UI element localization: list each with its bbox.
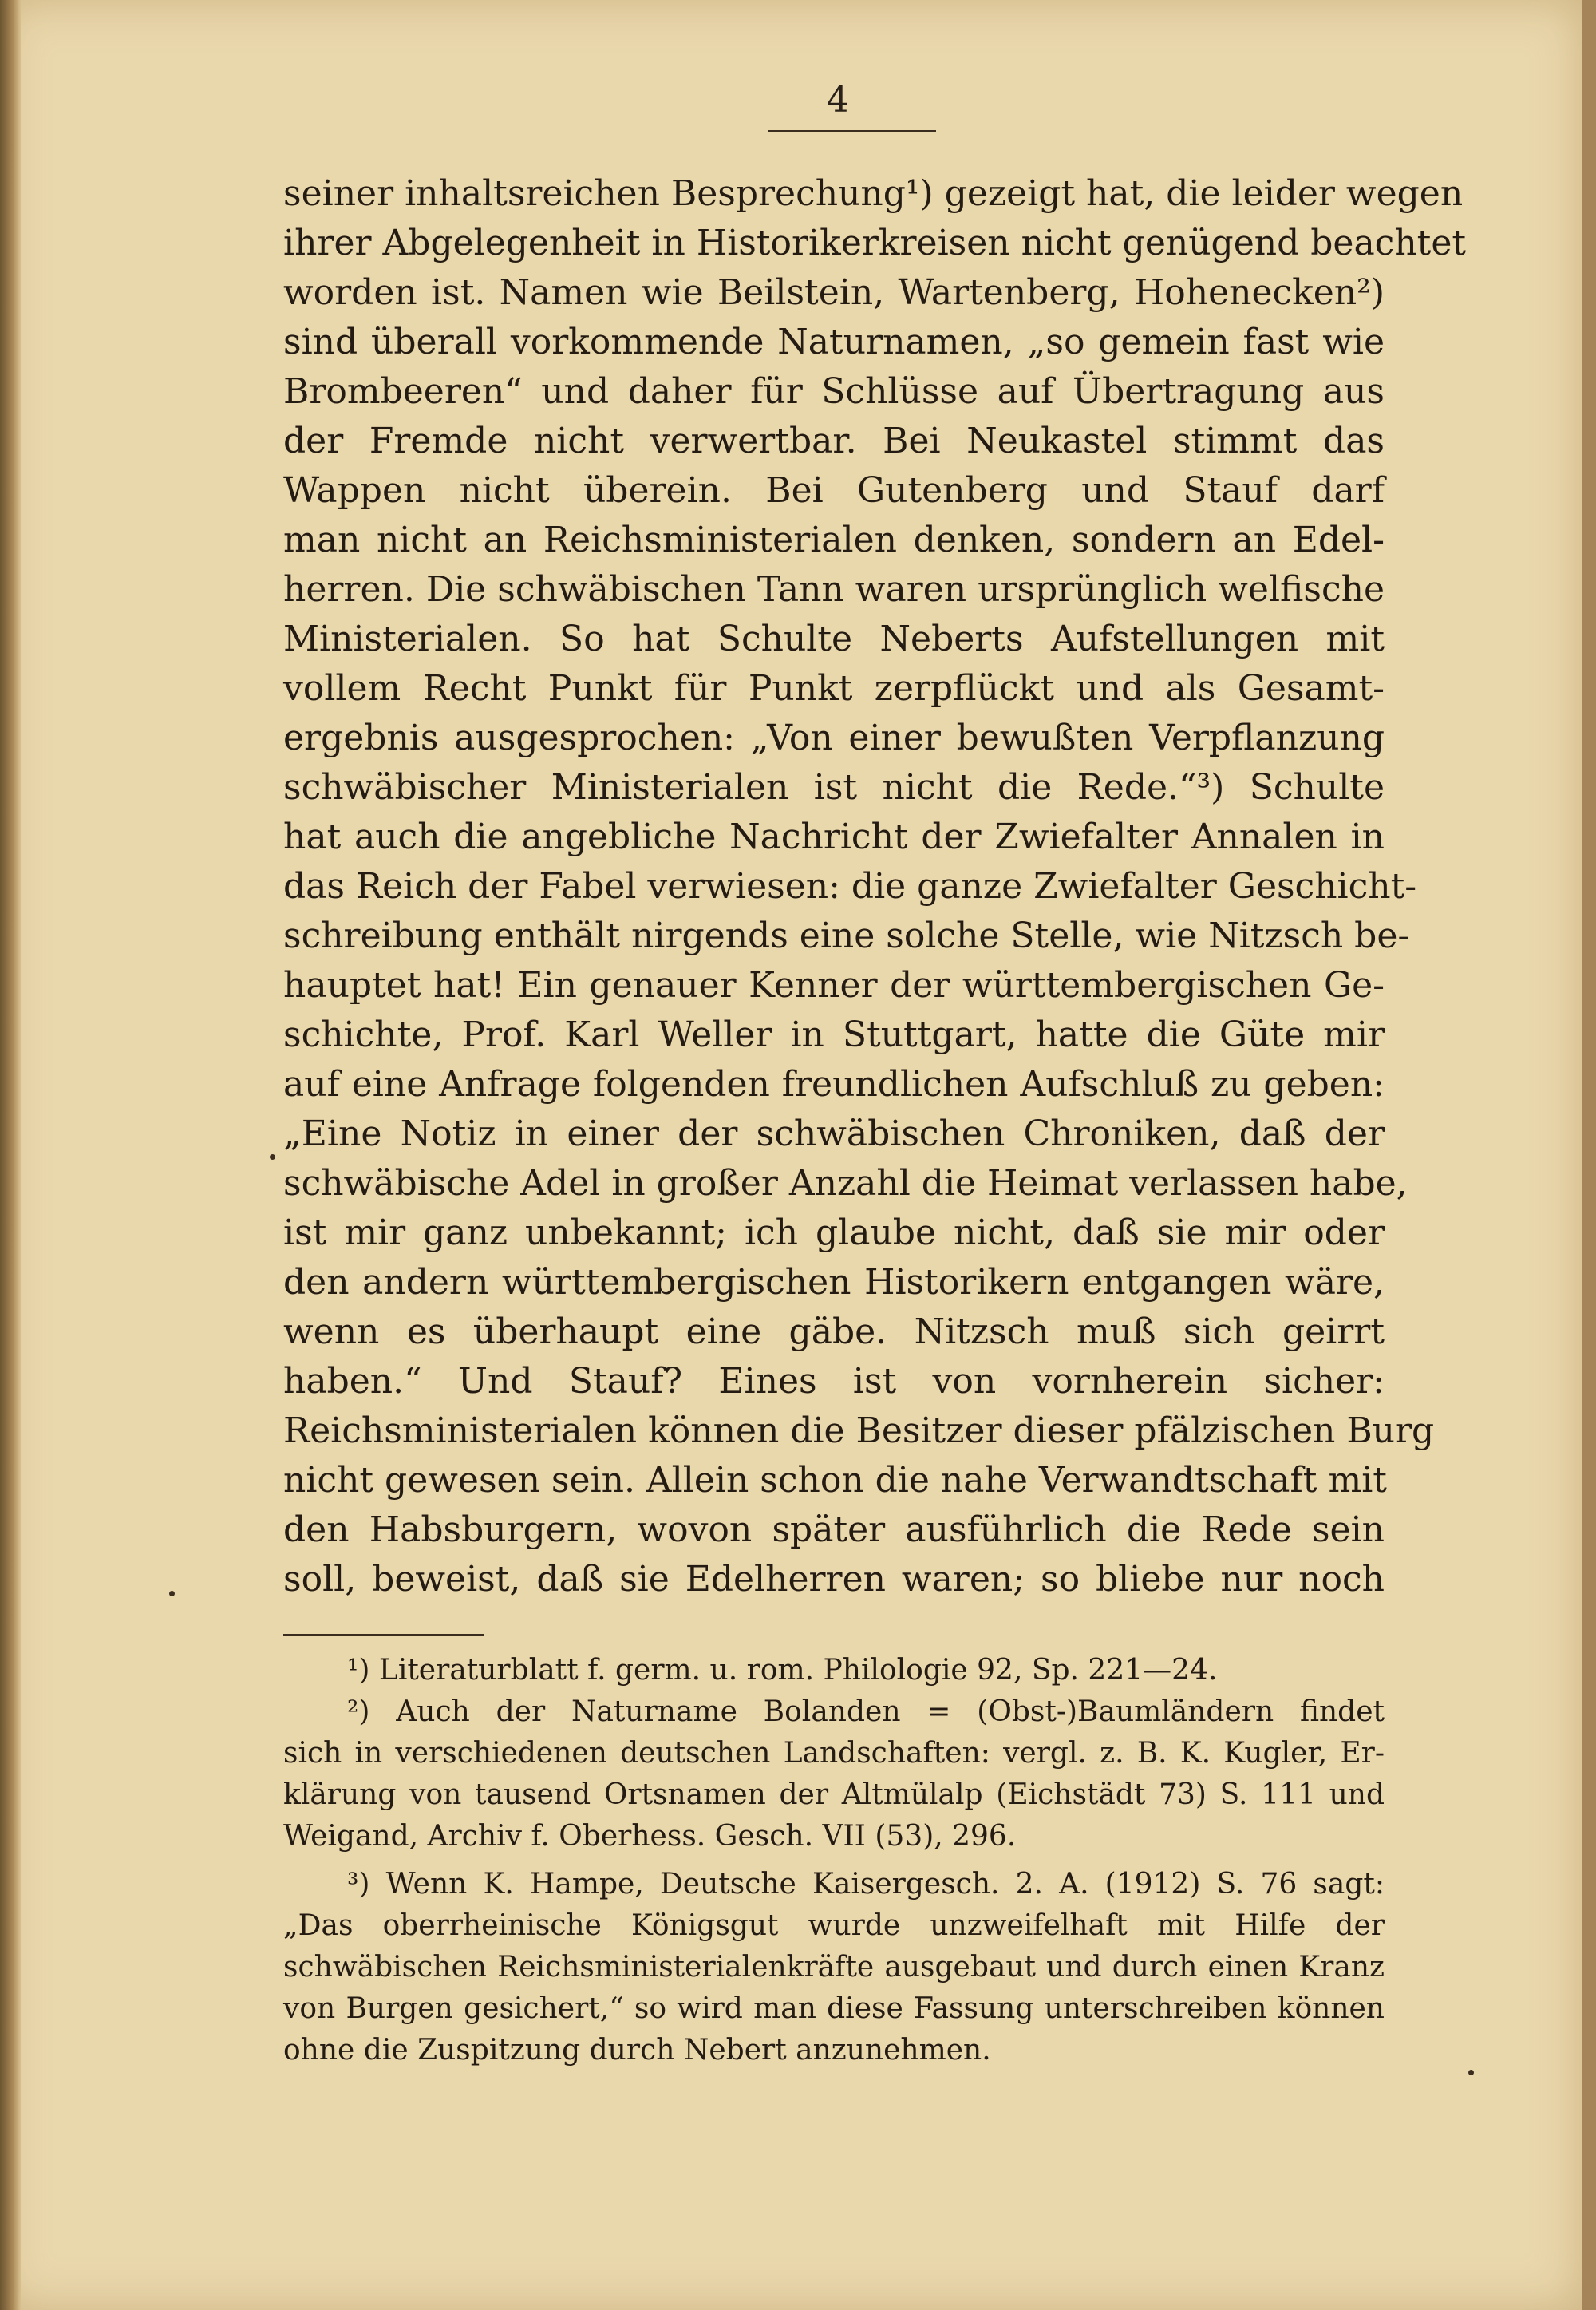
- body-line: Wappen nicht überein. Bei Gutenberg und Stauf darf: [283, 470, 1385, 511]
- page-number: 4: [827, 80, 849, 121]
- body-line: wenn es überhaupt eine gäbe. Nitzsch muß sich geirrt: [283, 1311, 1385, 1352]
- speck-mark: [1468, 2070, 1474, 2075]
- footnote-3-line: ohne die Zuspitzung durch Nebert anzunehmen.: [283, 2034, 991, 2067]
- speck-mark: [169, 1591, 175, 1596]
- body-line: sind überall vorkommende Naturnamen, „so gemein fast wie: [283, 322, 1385, 362]
- body-line: vollem Recht Punkt für Punkt zerpflückt und als Gesamt-: [283, 668, 1385, 709]
- page-binding-edge: [0, 0, 21, 2310]
- body-line: haben.“ Und Stauf? Eines ist von vornherein sicher:: [283, 1361, 1385, 1402]
- body-line: worden ist. Namen wie Beilstein, Wartenberg, Hohenecken²): [283, 272, 1385, 313]
- body-line: schwäbische Adel in großer Anzahl die Heimat verlassen habe,: [283, 1163, 1408, 1204]
- footnote-3-line: „Das oberrheinische Königsgut wurde unzweifelhaft mit Hilfe der: [283, 1909, 1385, 1942]
- body-line: ihrer Abgelegenheit in Historikerkreisen nicht genügend beachtet: [283, 223, 1467, 263]
- footnote-3: ³) Wenn K. Hampe, Deutsche Kaisergesch. 2. A. (1912) S. 76 sagt:: [347, 1868, 1385, 1901]
- body-line: „Eine Notiz in einer der schwäbischen Chroniken, daß der: [283, 1113, 1385, 1154]
- body-line: ergebnis ausgesprochen: „Von einer bewußten Verpflanzung: [283, 718, 1385, 758]
- footnote-rule: [283, 1634, 484, 1636]
- body-line: nicht gewesen sein. Allein schon die nahe Verwandtschaft mit: [283, 1460, 1387, 1501]
- speck-mark: [270, 1154, 275, 1160]
- body-line: herren. Die schwäbischen Tann waren ursprünglich welfische: [283, 569, 1385, 610]
- body-line: schichte, Prof. Karl Weller in Stuttgart, hatte die Güte mir: [283, 1015, 1385, 1055]
- body-line: das Reich der Fabel verwiesen: die ganze Zwiefalter Geschicht-: [283, 866, 1417, 907]
- body-line: den andern württembergischen Historikern entgangen wäre,: [283, 1262, 1385, 1303]
- page-right-edge: [1582, 0, 1596, 2310]
- body-line: schwäbischer Ministerialen ist nicht die Rede.“³) Schulte: [283, 767, 1385, 808]
- body-line: man nicht an Reichsministerialen denken, sondern an Edel-: [283, 520, 1385, 560]
- body-line: Ministerialen. So hat Schulte Neberts Aufstellungen mit: [283, 619, 1385, 659]
- body-line: Brombeeren“ und daher für Schlüsse auf Übertragung aus: [283, 371, 1385, 412]
- footnote-2: ²) Auch der Naturname Bolanden = (Obst-)Baumländern findet: [347, 1695, 1385, 1728]
- body-line: schreibung enthält nirgends eine solche Stelle, wie Nitzsch be-: [283, 916, 1410, 956]
- body-line: der Fremde nicht verwertbar. Bei Neukastel stimmt das: [283, 421, 1385, 461]
- header-rule: [768, 130, 936, 132]
- footnote-2-line: klärung von tausend Ortsnamen der Altmülalp (Eichstädt 73) S. 111 und: [283, 1778, 1385, 1811]
- body-line: ist mir ganz unbekannt; ich glaube nicht, daß sie mir oder: [283, 1212, 1385, 1253]
- body-line: den Habsburgern, wovon später ausführlich die Rede sein: [283, 1509, 1385, 1550]
- footnote-3-line: von Burgen gesichert,“ so wird man diese Fassung unterschreiben können: [283, 1992, 1385, 2025]
- body-line: hat auch die angebliche Nachricht der Zwiefalter Annalen in: [283, 817, 1385, 857]
- footnote-3-line: schwäbischen Reichsministerialenkräfte ausgebaut und durch einen Kranz: [283, 1951, 1385, 1984]
- footnote-2-line: sich in verschiedenen deutschen Landschaften: vergl. z. B. K. Kugler, Er-: [283, 1737, 1385, 1770]
- footnote-1: ¹) Literaturblatt f. germ. u. rom. Philologie 92, Sp. 221—24.: [347, 1654, 1218, 1687]
- body-line: seiner inhaltsreichen Besprechung¹) gezeigt hat, die leider wegen: [283, 173, 1464, 214]
- body-line: hauptet hat! Ein genauer Kenner der württembergischen Ge-: [283, 965, 1385, 1006]
- footnote-2-line: Weigand, Archiv f. Oberhess. Gesch. VII (53), 296.: [283, 1820, 1017, 1853]
- body-line: soll, beweist, daß sie Edelherren waren; so bliebe nur noch: [283, 1559, 1385, 1600]
- body-line: Reichsministerialen können die Besitzer dieser pfälzischen Burg: [283, 1410, 1435, 1451]
- body-line: auf eine Anfrage folgenden freundlichen Aufschluß zu geben:: [283, 1064, 1385, 1105]
